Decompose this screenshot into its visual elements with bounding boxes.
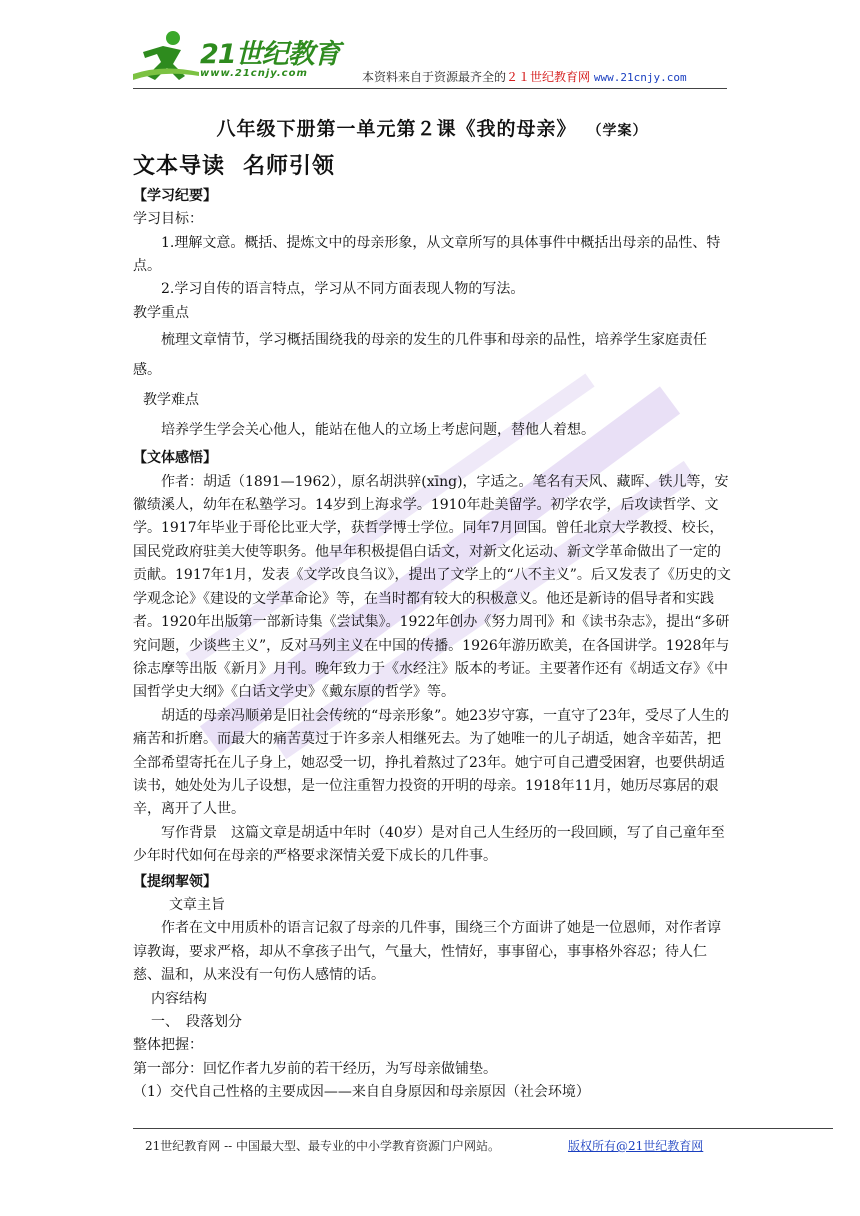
logo-text: 21世纪教育: [200, 39, 340, 70]
part-one-sub: （1）交代自己性格的主要成因——来自自身原因和母亲原因（社会环境）: [133, 1084, 590, 1101]
goal-1: 1.理解文意。概括、提炼文中的母亲形象，从文章所写的具体事件中概括出母亲的品性、特点。: [133, 234, 721, 275]
overall-label: 整体把握：: [133, 1037, 203, 1054]
header-note: [362, 68, 687, 85]
outline-heading: 【提纲挈领】: [133, 873, 217, 890]
structure-label: 内容结构: [151, 990, 207, 1007]
runner-logo-icon: [133, 28, 203, 88]
key-point-text: 梳理文章情节，学习概括围绕我的母亲的发生的几件事和母亲的品性，培养学生家庭责任感。: [133, 332, 707, 379]
part-one: 第一部分：回忆作者九岁前的若干经历，为写母亲做铺垫。: [133, 1060, 497, 1077]
difficulty-text: 培养学生学会关心他人，能站在他人的立场上考虑问题，替他人着想。: [161, 422, 595, 439]
header-divider: [133, 88, 727, 89]
footer-text: 21世纪教育网 -- 中国最大型、最专业的中小学教育资源门户网站。: [145, 1139, 501, 1153]
logo-url: www.21cnjy.com: [200, 68, 308, 79]
document-body: [133, 118, 731, 1105]
page-title: [133, 118, 731, 143]
section-heading-part2: 名师引领: [243, 154, 336, 180]
background-paragraph: 写作背景 这篇文章是胡适中年时（40岁）是对自己人生经历的一段回顾，写了自己童年至少年时代如何在母亲的严格要求深情关爱下成长的几件事。: [133, 824, 725, 865]
footer-copyright-link[interactable]: 版权所有@21世纪教育网: [568, 1139, 704, 1153]
section-heading: [133, 155, 731, 178]
header-site-link[interactable]: ２１世纪教育网: [506, 70, 591, 84]
difficulty-label: 教学难点: [143, 392, 199, 409]
header-url-link[interactable]: www.21cnjy.com: [593, 71, 687, 84]
section-heading-part1: 文本导读: [133, 154, 226, 180]
style-heading: 【文体感悟】: [133, 450, 217, 467]
learning-summary-heading: 【学习纪要】: [133, 187, 217, 204]
learning-goals-label: 学习目标：: [133, 211, 203, 228]
footer-divider: [133, 1128, 833, 1129]
mother-paragraph: 胡适的母亲冯顺弟是旧社会传统的“母亲形象”。她23岁守寡，一直守了23年，受尽了人生的痛苦和折磨。而最大的痛苦莫过于许多亲人相继死去。为了她唯一的儿子胡适，她含辛茹苦，把全部希望寄托在儿子身上，她忍受一切，挣扎着熬过了23年。她宁可自己遭受困窘，也要供胡适读书，她处处为儿子设想，是一位注重智力投资的开明的母亲。1918年11月，她历尽寡居的艰辛，离开了人世。: [133, 707, 729, 818]
theme-label: 文章主旨: [169, 896, 225, 913]
theme-text: 作者在文中用质朴的语言记叙了母亲的几件事，围绕三个方面讲了她是一位恩师，对作者谆谆教诲，要求严格，却从不拿孩子出气，气量大，性情好，事事留心，事事格外容忍；待人仁慈、温和，从来没有一句伤人感情的话。: [133, 920, 721, 984]
title-suffix: （学案）: [594, 123, 648, 139]
author-paragraph: 作者：胡适（1891—1962），原名胡洪骍(xīng)，字适之。笔名有天风、藏晖、铁儿等，安徽绩溪人，幼年在私塾学习。14岁到上海求学。1910年赴美留学。初学农学，后攻读哲学、文学。1917年毕业于哥伦比亚大学，获哲学博士学位。同年7月回国。曾任北京大学教授、校长，国民党政府驻美大使等职务。他早年积极提倡白话文，对新文化运动、新文学革命做出了一定的贡献。1917年1月，发表《文学改良刍议》，提出了文学上的“八不主义”。后又发表了《历史的文学观念论》《建设的文学革命论》等，在当时都有较大的积极意义。他还是新诗的倡导者和实践者。1920年出版第一部新诗集《尝试集》。1922年创办《努力周刊》和《读书杂志》，提出“多研究问题，少谈些主义”，反对马列主义在中国的传播。1926年游历欧美，在各国讲学。1928年与徐志摩等出版《新月》月刊。晚年致力于《水经注》版本的考证。主要著作还有《胡适文存》《中国哲学史大纲》《白话文学史》《戴东原的哲学》等。: [133, 473, 731, 701]
key-point-label: 教学重点: [133, 304, 189, 321]
title-main: 八年级下册第一单元第２课《我的母亲》: [216, 118, 577, 140]
division-label: 一、 段落划分: [151, 1014, 242, 1030]
goal-2: 2.学习自传的语言特点，学习从不同方面表现人物的写法。: [161, 281, 525, 298]
header-note-prefix: 本资料来自于资源最齐全的: [362, 70, 507, 84]
